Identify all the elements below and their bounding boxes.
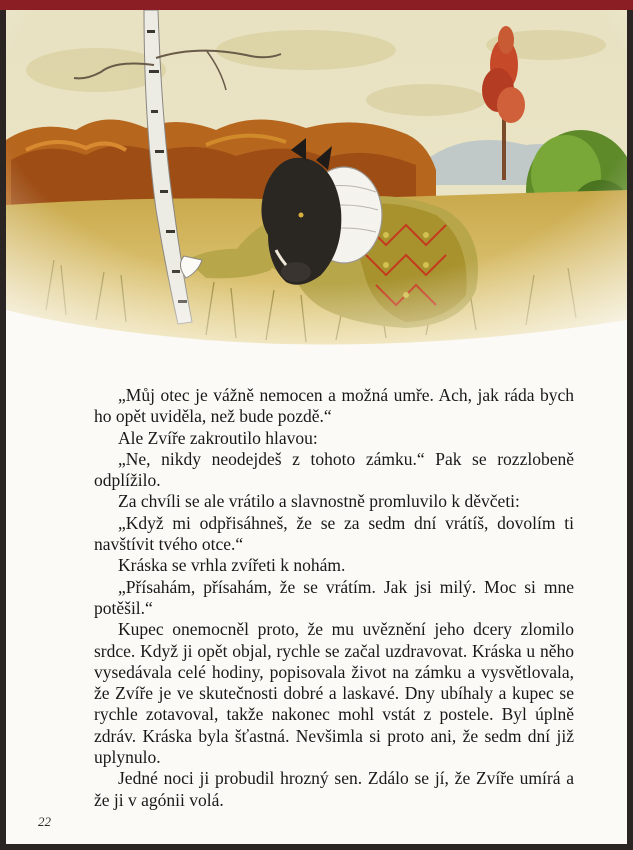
story-paragraph: Jedné noci ji probudil hrozný sen. Zdálo se jí, že Zvíře umírá a že ji v agónii volá. bbox=[94, 768, 574, 810]
story-paragraph: Kupec onemocněl proto, že mu uvěznění jeho dcery zlomilo srdce. Když ji opět objal, rychle se začal uzdravovat. Kráska u něho vysedávala celé hodiny, popisovala život na zámku a vysvětlovala, že Zvíře je ve skutečnosti dobré a laskavé. Dny ubíhaly a kupec se rychle zotavoval, takže nakonec mohl vstát z postele. Byl úplně zdráv. Kráska byla šťastná. Nevšimla si proto ani, že sedm dní již uplynulo. bbox=[94, 619, 574, 768]
book-page bbox=[6, 10, 627, 844]
story-paragraph: Za chvíli se ale vrátilo a slavnostně promluvilo k děvčeti: bbox=[118, 491, 520, 512]
story-paragraph: „Když mi odpřisáhneš, že se za sedm dní vrátíš, dovolím ti navštívit tvého otce.“ bbox=[94, 512, 574, 555]
story-paragraph: „Můj otec je vážně nemocen a možná umře. Ach, jak ráda bych ho opět uviděla, než bude pozdě.“ bbox=[94, 385, 574, 427]
story-paragraph: „Přísahám, přísahám, že se vrátím. Jak jsi milý. Moc si mne potěšil.“ bbox=[94, 576, 574, 618]
story-paragraph: Ale Zvíře zakroutilo hlavou: bbox=[118, 427, 318, 448]
story-paragraph: Kráska se vrhla zvířeti k nohám. bbox=[118, 555, 346, 576]
hairy-boar-beast-in-ruffled-costume-icon bbox=[6, 10, 627, 370]
story-text bbox=[94, 385, 574, 811]
page-number: 22 bbox=[38, 814, 51, 829]
page-top-edge bbox=[0, 0, 633, 10]
story-paragraph: „Ne, nikdy neodejdeš z tohoto zámku.“ Pak se rozzlobeně odplížilo. bbox=[94, 448, 574, 491]
